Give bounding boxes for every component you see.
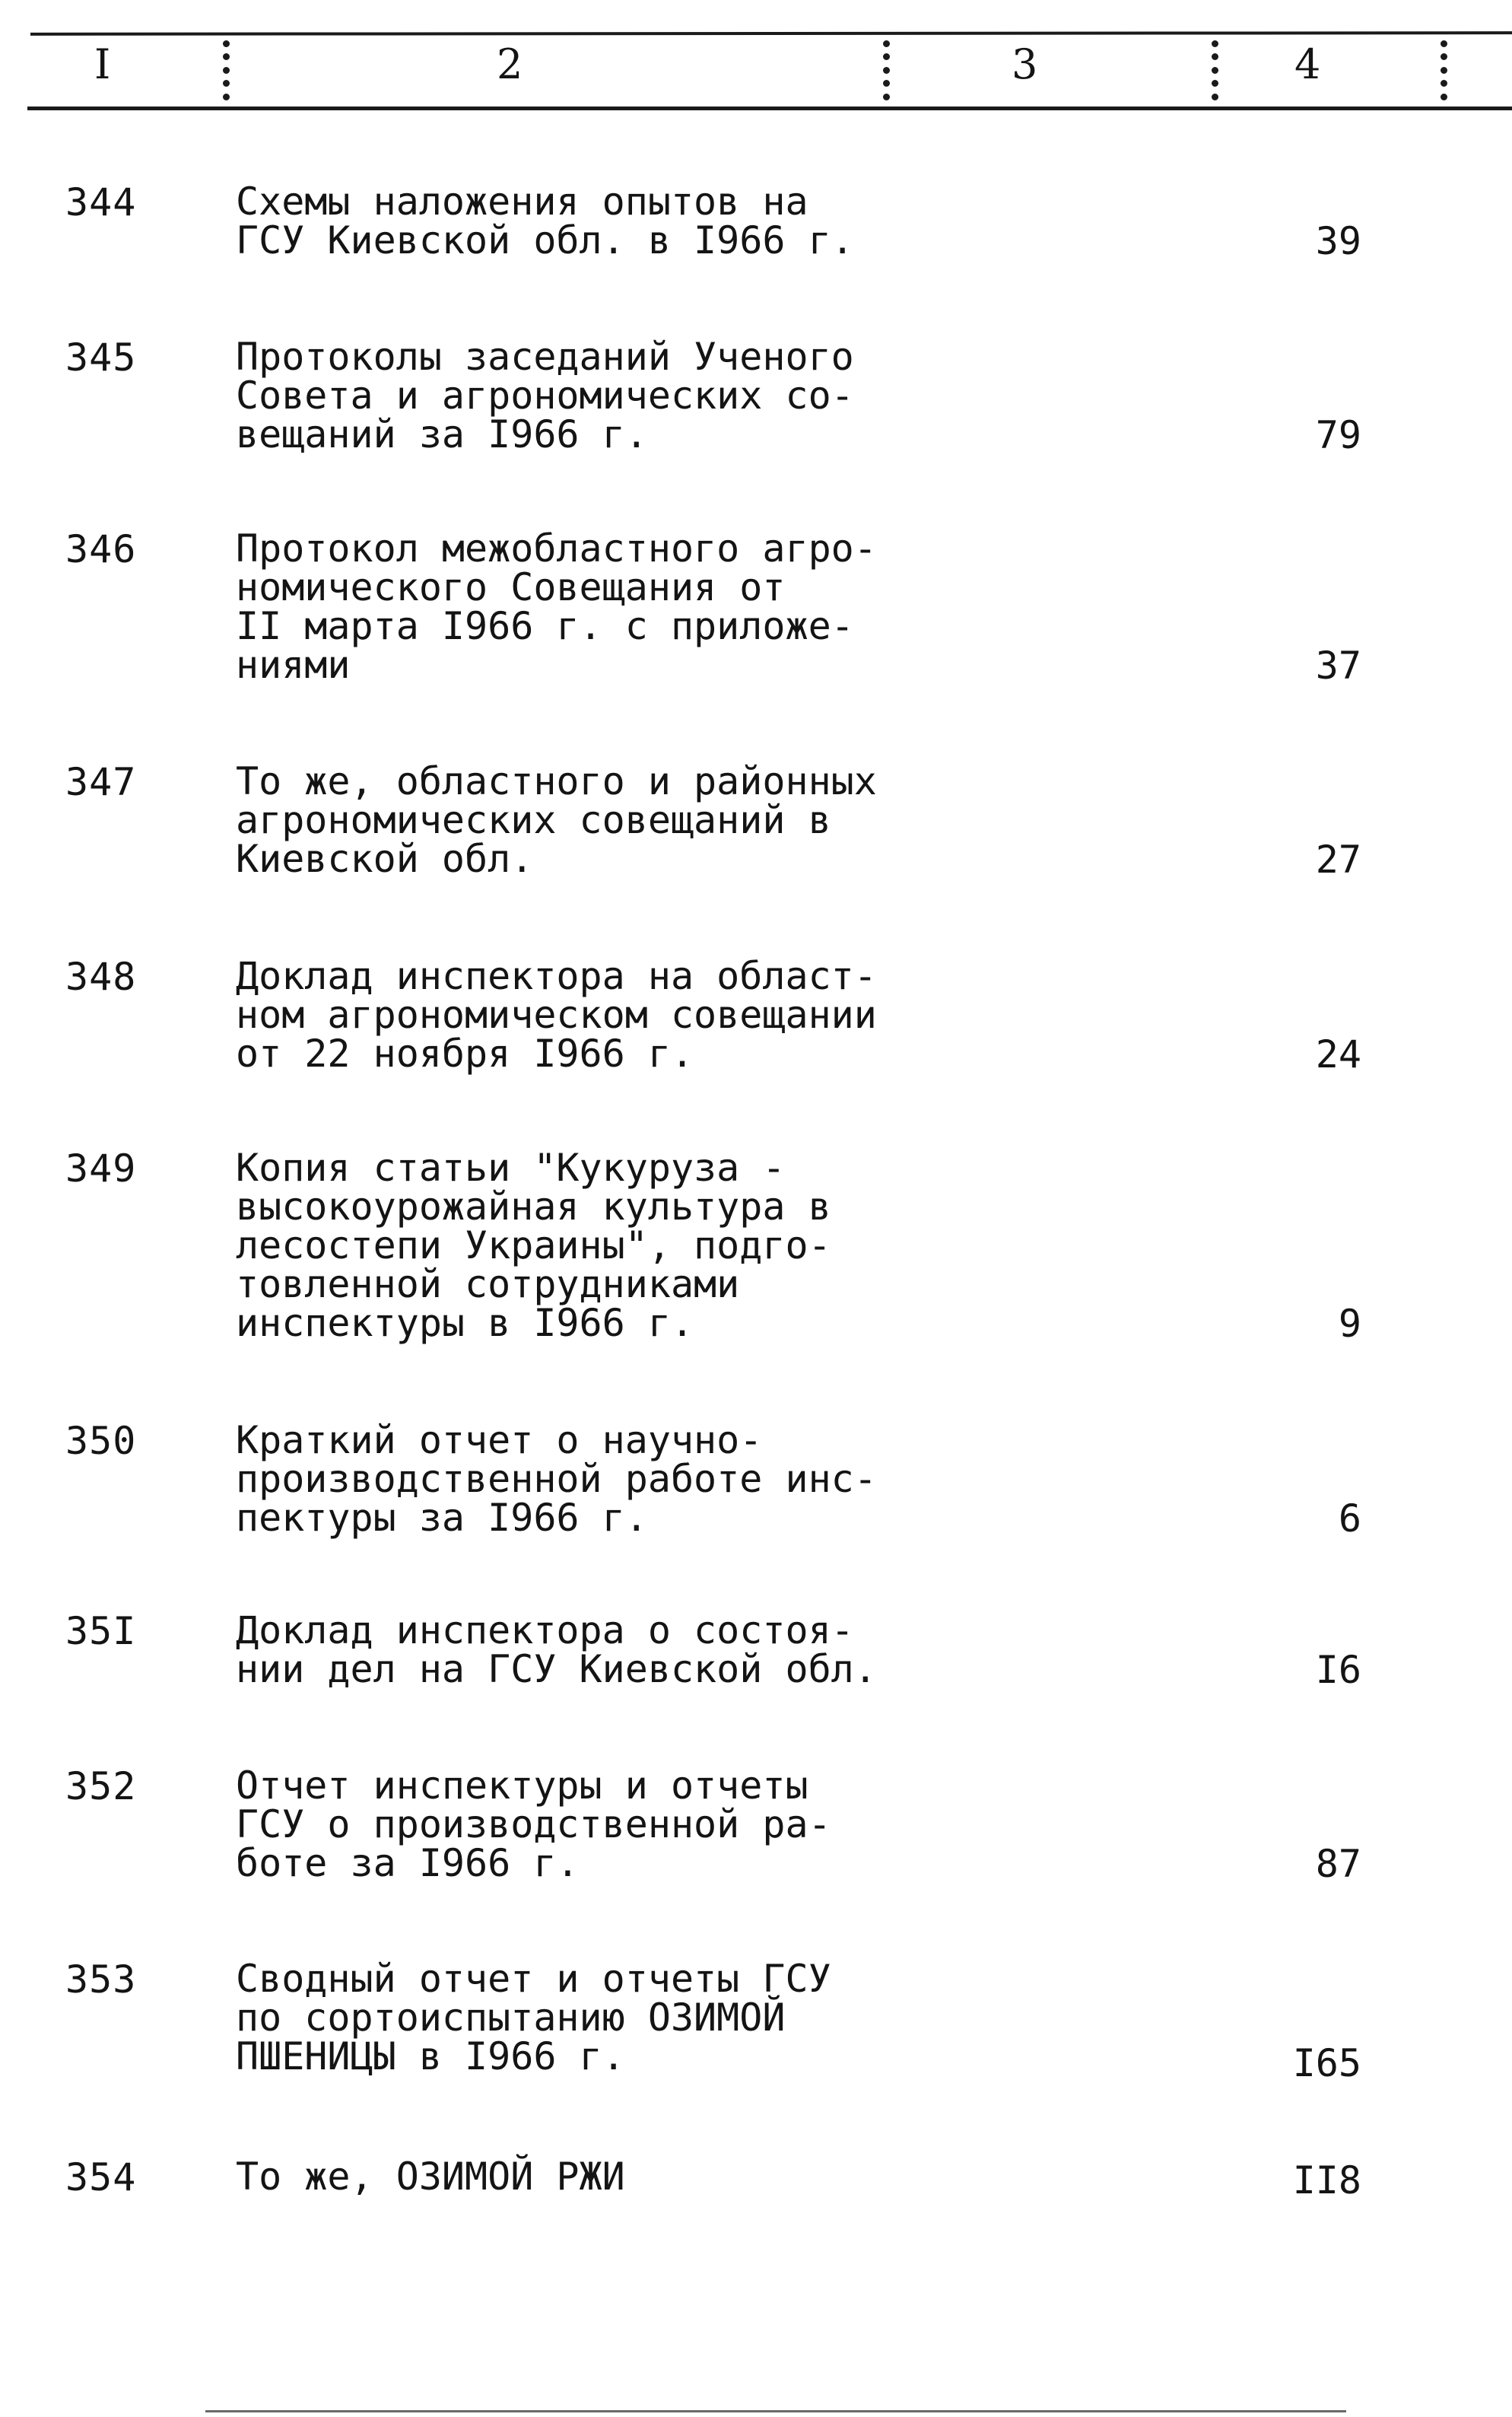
column-header-2: 2 [497, 40, 523, 88]
entry-number: 35I [65, 1609, 137, 1653]
entry-sheet-count: 37 [1315, 644, 1361, 688]
entry-number: 346 [65, 527, 137, 571]
entry-description: Протокол межобластного агро- номического Совещания от II марта I966 г. с приложе- ниями [236, 526, 877, 687]
column-separator [222, 33, 230, 107]
entry-description: Доклад инспектора о состоя- нии дел на ГСУ Киевской обл. [236, 1608, 877, 1691]
header-top-rule [30, 31, 1512, 36]
entry-number: 344 [65, 180, 137, 224]
entry-sheet-count: 24 [1315, 1032, 1361, 1077]
entry-description: Сводный отчет и отчеты ГСУ по сортоиспытанию ОЗИМОЙ ПШЕНИЦЫ в I966 г. [236, 1957, 831, 2078]
entry-number: 349 [65, 1146, 137, 1191]
column-header-3: 3 [1012, 40, 1038, 88]
entry-number: 348 [65, 955, 137, 999]
entry-number: 353 [65, 1957, 137, 2002]
entry-description: Краткий отчет о научно- производственной работе инс- пектуры за I966 г. [236, 1418, 877, 1540]
column-header-1: I [94, 40, 111, 88]
column-separator [882, 33, 890, 107]
entry-sheet-count: 27 [1315, 838, 1361, 882]
entry-description: Отчет инспектуры и отчеты ГСУ о производственной ра- боте за I966 г. [236, 1763, 831, 1885]
entry-description: Доклад инспектора на област- ном агрономическом совещании от 22 ноября I966 г. [236, 954, 877, 1076]
entry-sheet-count: II8 [1292, 2158, 1361, 2202]
entry-sheet-count: 79 [1315, 413, 1361, 457]
entry-sheet-count: 39 [1315, 219, 1361, 263]
entry-number: 352 [65, 1764, 137, 1808]
entry-number: 345 [65, 336, 137, 380]
column-separator [1440, 33, 1447, 107]
column-separator [1211, 33, 1218, 107]
entry-description: Копия статьи "Кукуруза - высокоурожайная культура в лесостепи Украины", подго- товленной сотрудниками инспектуры в I966 г. [236, 1146, 831, 1345]
entry-number: 347 [65, 760, 137, 804]
entry-description: То же, ОЗИМОЙ РЖИ [236, 2155, 625, 2199]
entry-sheet-count: I6 [1315, 1648, 1361, 1692]
page-bottom-rule [205, 2410, 1346, 2412]
column-header-4: 4 [1294, 40, 1321, 88]
entry-sheet-count: 9 [1338, 1302, 1361, 1346]
entry-sheet-count: 6 [1338, 1496, 1361, 1541]
entry-description: Схемы наложения опытов на ГСУ Киевской обл. в I966 г. [236, 180, 854, 262]
entry-number: 354 [65, 2155, 137, 2199]
entry-description: То же, областного и районных агрономических совещаний в Киевской обл. [236, 759, 877, 881]
entry-description: Протоколы заседаний Ученого Совета и агрономических со- вещаний за I966 г. [236, 335, 854, 456]
header-bottom-rule [27, 107, 1512, 110]
entry-sheet-count: I65 [1292, 2041, 1361, 2085]
entry-sheet-count: 87 [1315, 1842, 1361, 1886]
entry-number: 350 [65, 1419, 137, 1463]
